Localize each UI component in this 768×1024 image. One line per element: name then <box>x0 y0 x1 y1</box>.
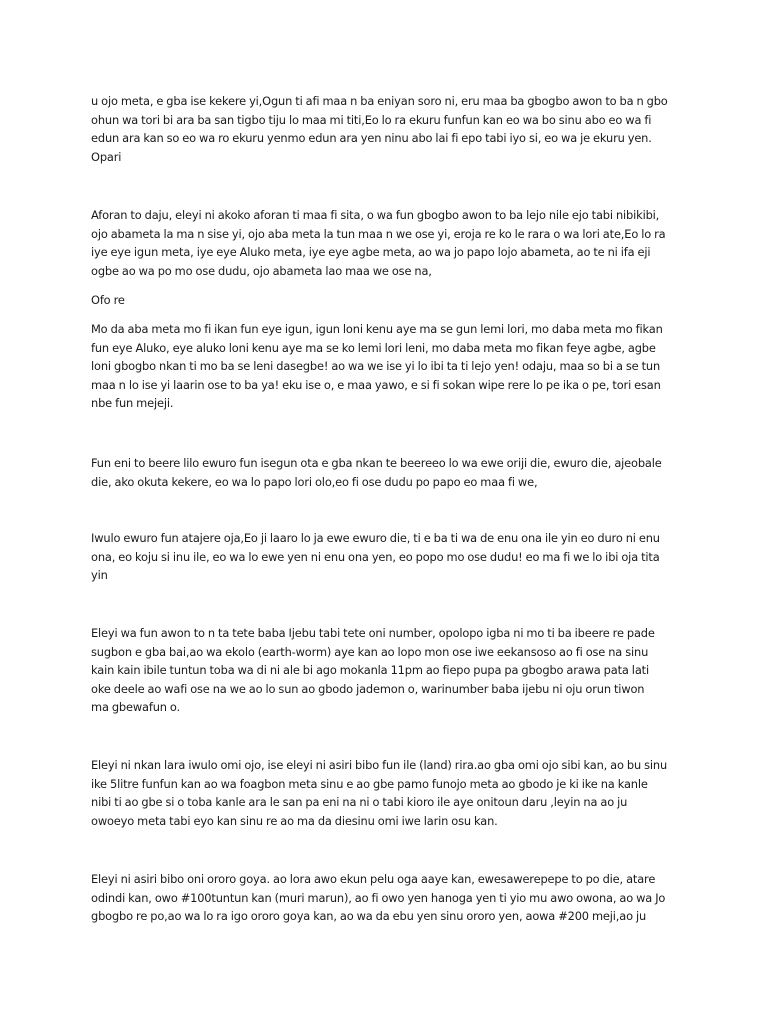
text-line: Aforan to daju, eleyi ni akoko aforan ti maa fi sita, o wa fun gbogbo awon to ba lejo nile ejo tabi nibikibi, <box>91 208 660 222</box>
text-line: nibi ti ao gbe si o toba kanle ara le san pa eni na ni o tabi kioro ile aye onitoun daru ,leyin na ao ju <box>91 795 628 810</box>
paragraph-3 <box>91 320 663 413</box>
text-line: Opari <box>91 149 122 164</box>
text-line: gbogbo re po,ao wa lo ra igo ororo goya kan, ao wa da ebu yen sinu ororo yen, aowa #200 meji,ao ju <box>91 909 647 924</box>
text-line: yin <box>91 568 108 583</box>
paragraph-8 <box>91 870 665 926</box>
text-line: ohun wa tori bi ara ba san tigbo tiju lo maa mi titi,Eo lo ra ekuru funfun kan eo wa bo sinu abo eo wa fi <box>91 112 652 127</box>
text-line: iye eye igun meta, iye eye Aluko meta, iye eye agbe meta, ao wa jo papo lojo abameta, ao te ni ifa eji <box>91 245 651 260</box>
text-line: edun ara kan so eo wa ro ekuru yenmo edun ara yen ninu abo lai fi epo tabi iyo si, eo wa je ekuru yen. <box>91 131 652 146</box>
text-line: ojo abameta la ma n sise yi, ojo aba meta la tun maa n we ose yi, eroja re ko le rara o wa lori ate,Eo lo ra <box>91 226 666 241</box>
text-line: die, ako okuta kekere, eo wa lo papo lori olo,eo fi ose dudu po papo eo maa fi we, <box>91 474 538 489</box>
text-line: Eleyi ni asiri bibo oni ororo goya. ao lora awo ekun pelu oga aaye kan, ewesawerepepe to po die, atare <box>91 872 656 886</box>
text-line: loni gbogbo nkan ti mo ba se leni dasegbe! ao wa we ise yi lo ibi ta ti lejo yen! odaju, maa so bi a se tun <box>91 359 661 374</box>
text-line: maa n lo ise yi laarin ose to ba ya! eku ise o, e maa yawo, e si fi sokan wipe rere lo pe ika o pe, tori esan <box>91 377 661 392</box>
text-line: fun eye Aluko, eye aluko loni kenu aye ma se ko lemi lori leni, mo daba meta mo fikan feye agbe, agbe <box>91 340 656 355</box>
text-line: Fun eni to beere lilo ewuro fun isegun ota e gba nkan te beereeo lo wa ewe oriji die, ewuro die, ajeobale <box>91 456 662 470</box>
text-line: u ojo meta, e gba ise kekere yi,Ogun ti afi maa n ba eniyan soro ni, eru maa ba gbogbo awon to ba n gbo <box>91 94 668 108</box>
paragraph-5 <box>91 529 660 585</box>
text-line: nbe fun mejeji. <box>91 396 174 411</box>
text-line: Eleyi wa fun awon to n ta tete baba Ijebu tabi tete oni number, opolopo igba ni mo ti ba ibeere re pade <box>91 626 655 640</box>
text-line: Eleyi ni nkan lara iwulo omi ojo, ise eleyi ni asiri bibo fun ile (land) rira.ao gba omi ojo sibi kan, ao bu sinu <box>91 758 668 772</box>
text-line: oke deele ao wafi ose na we ao lo sun ao gbodo jademon o, warinumber baba ijebu ni oju orun tiwon <box>91 681 645 696</box>
text-line: ona, eo koju si inu ile, eo wa lo ewe yen ni enu ona yen, eo popo mo ose dudu! eo ma fi we lo ibi oja tita <box>91 549 660 564</box>
paragraph-4 <box>91 454 662 491</box>
paragraph-2 <box>91 206 665 280</box>
paragraph-heading-ofo-re <box>91 291 125 310</box>
paragraph-6 <box>91 624 655 717</box>
text-line: odindi kan, owo #100tuntun kan (muri marun), ao fi owo yen hanoga yen ti yio mu awo owona, ao wa Jo <box>91 890 666 905</box>
text-line: kain kain ibile tuntun toba wa di ni ale bi ago mokanla 11pm ao fiepo pupa pa gbogbo arawa pata lati <box>91 663 649 678</box>
text-line: sugbon e gba bai,ao wa ekolo (earth-worm) aye kan ao lopo mon ose iwe eekansoso ao fi ose na sinu <box>91 644 649 659</box>
text-line: Mo da aba meta mo fi ikan fun eye igun, igun loni kenu aye ma se gun lemi lori, mo daba meta mo fikan <box>91 322 663 336</box>
text-line: ogbe ao wa po mo ose dudu, ojo abameta lao maa we ose na, <box>91 263 432 278</box>
text-line: owoeyo meta tabi eyo kan sinu re ao ma da diesinu omi iwe larin osu kan. <box>91 813 498 828</box>
paragraph-7 <box>91 756 667 830</box>
text-line: Iwulo ewuro fun atajere oja,Eo ji laaro lo ja ewe ewuro die, ti e ba ti wa de enu ona ile yin eo duro ni enu <box>91 531 660 545</box>
paragraph-1 <box>91 92 668 166</box>
text-line: Ofo re <box>91 293 125 307</box>
text-line: ike 5litre funfun kan ao wa foagbon meta sinu e ao gbe pamo funojo meta ao gbodo je ki ike na kanle <box>91 776 648 791</box>
text-line: ma gbewafun o. <box>91 700 181 715</box>
